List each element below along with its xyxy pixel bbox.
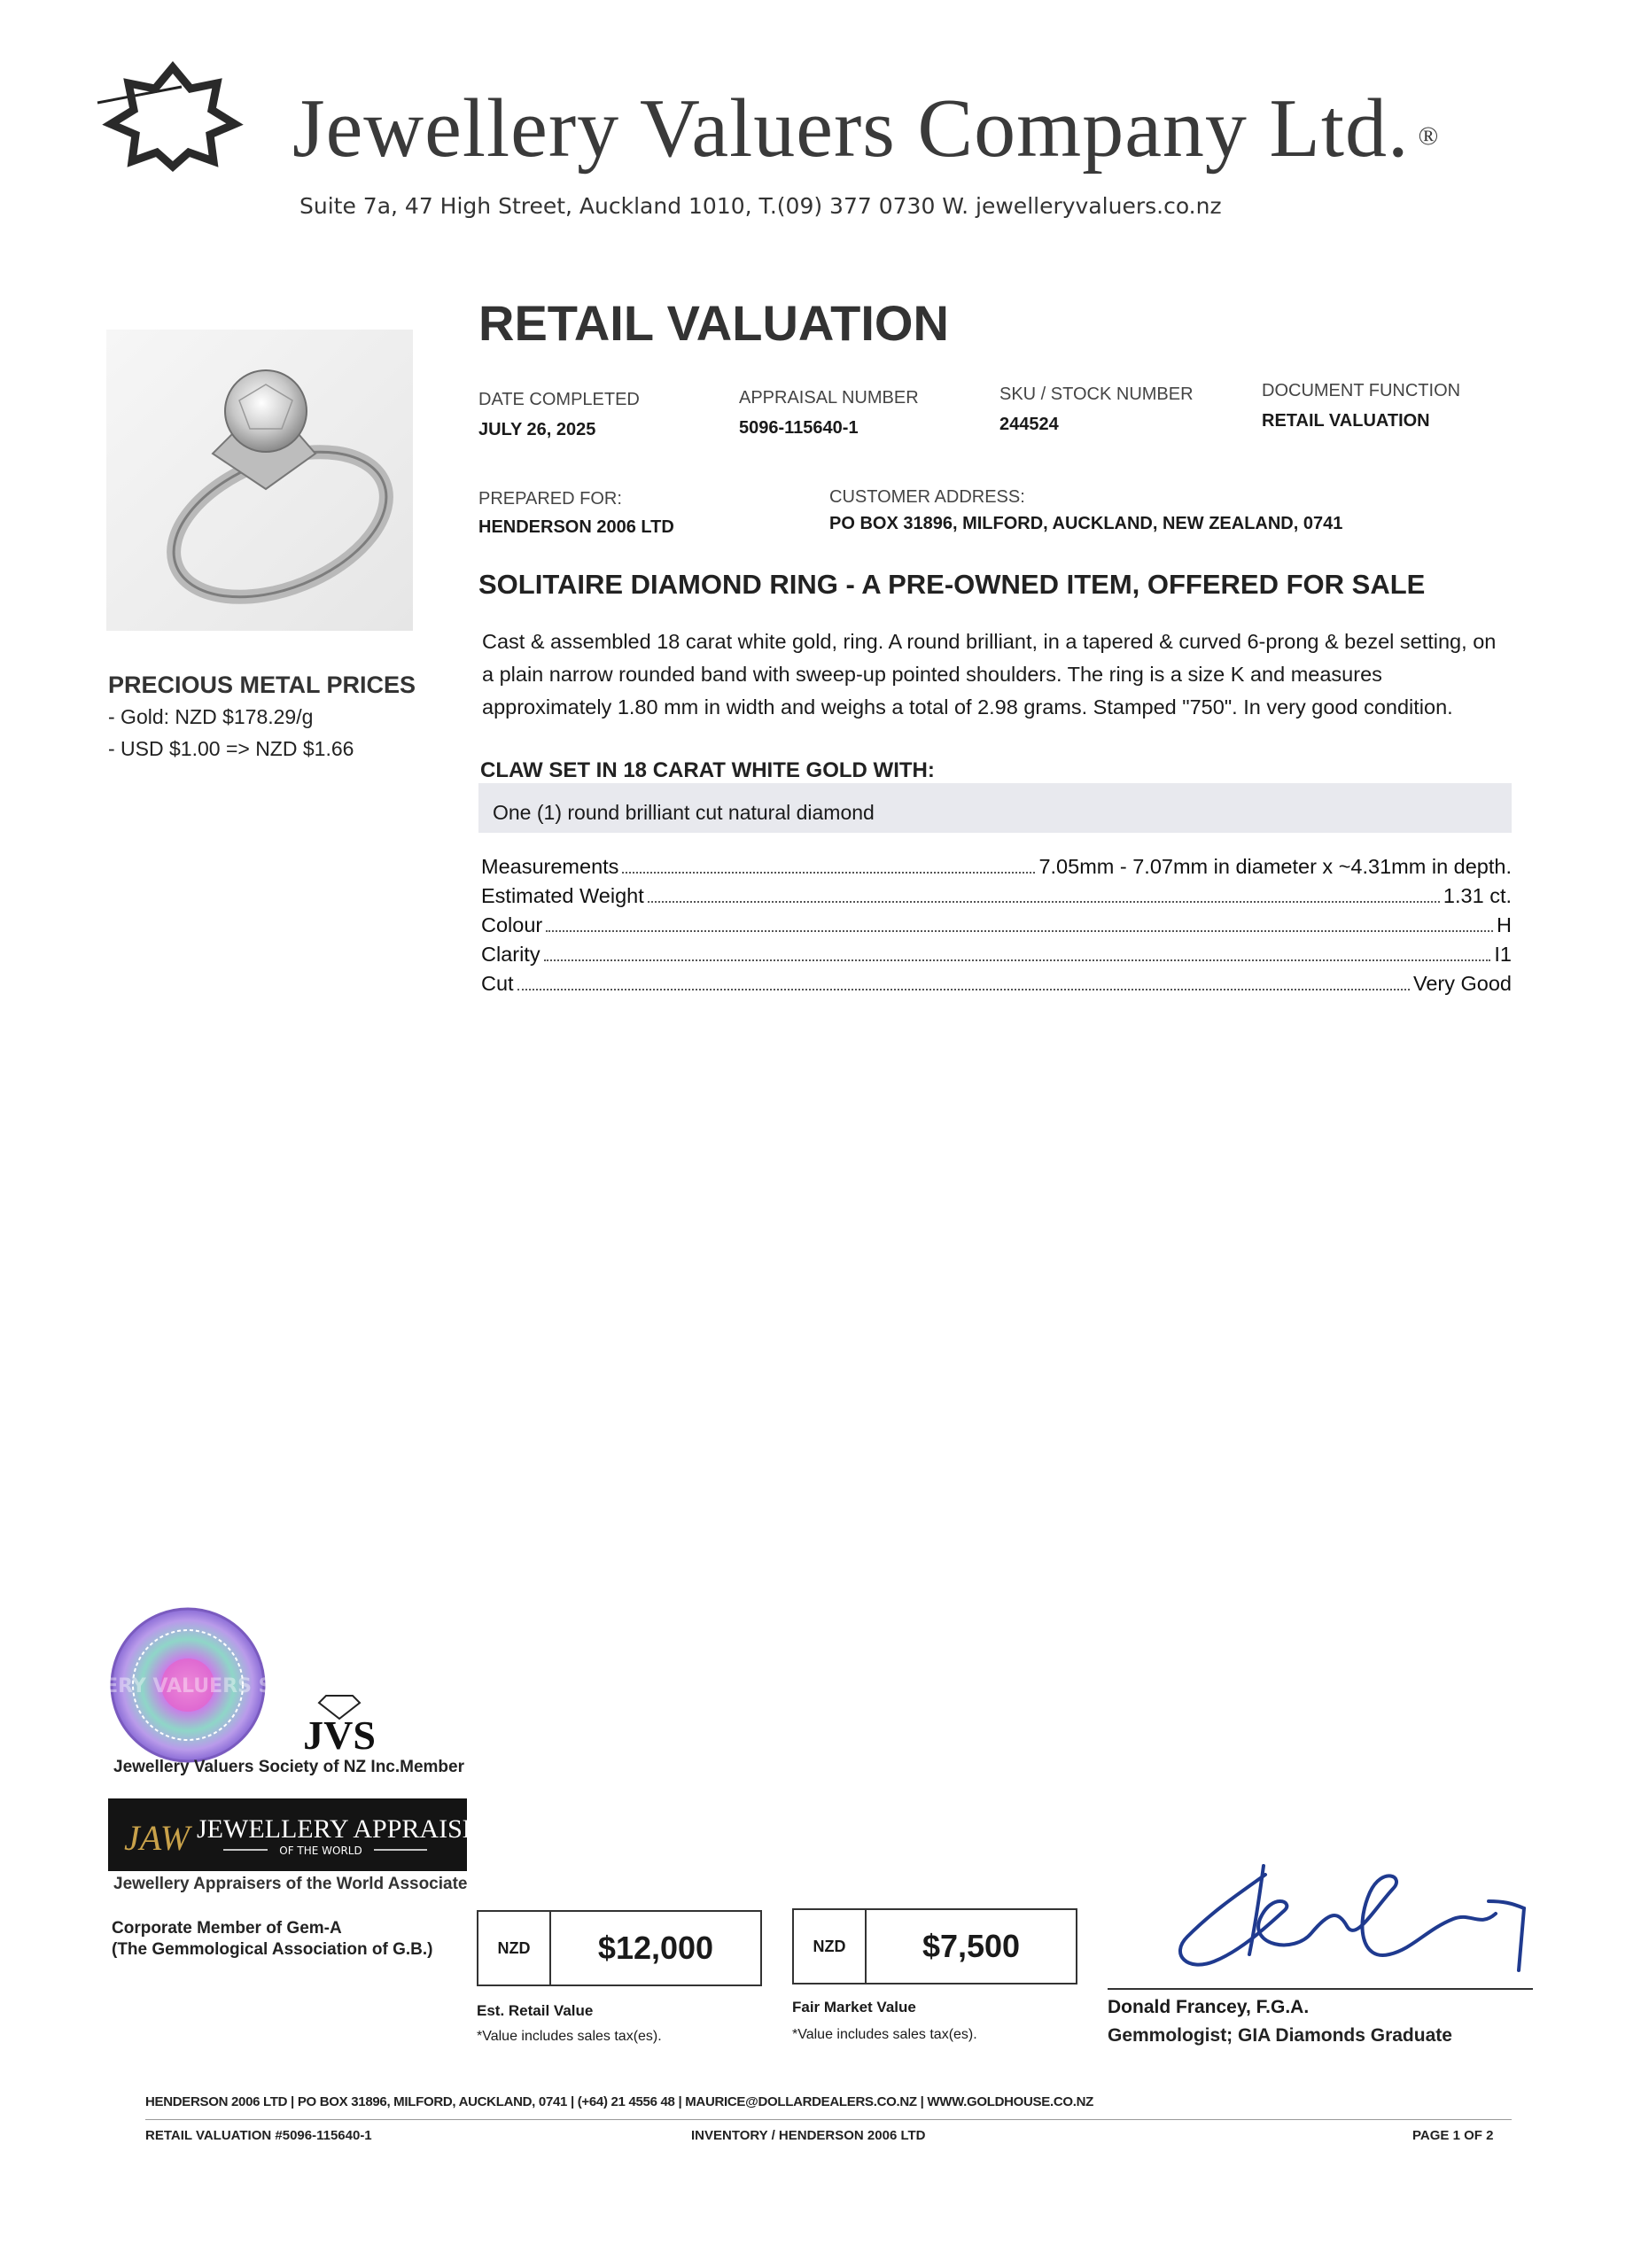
footer-contact: HENDERSON 2006 LTD | PO BOX 31896, MILFORD, AUCKLAND, 0741 | (+64) 21 4556 48 | MAURICE@DOLLARDEALERS.CO.NZ | WWW.GOLDHOUSE.CO.NZ (145, 2094, 1093, 2109)
retail-value-label: Est. Retail Value (477, 2002, 594, 2019)
spec-label: Estimated Weight (481, 884, 644, 907)
jaw-logo-sub: OF THE WORLD (279, 1845, 362, 1857)
signature-line (1108, 1988, 1533, 1990)
fair-market-value-note: *Value includes sales tax(es). (792, 2027, 977, 2042)
usd-rate: - USD $1.00 => NZD $1.66 (108, 737, 354, 760)
date-completed-value: JULY 26, 2025 (478, 420, 596, 439)
footer-document-ref: RETAIL VALUATION #5096-115640-1 (145, 2128, 372, 2143)
jvs-logo-text: JVS (303, 1713, 376, 1758)
footer-inventory: INVENTORY / HENDERSON 2006 LTD (691, 2128, 926, 2143)
customer-address-label: CUSTOMER ADDRESS: (829, 487, 1025, 507)
retail-value-box (477, 1910, 762, 1986)
retail-value-note: *Value includes sales tax(es). (477, 2029, 662, 2044)
retail-currency: NZD (478, 1912, 551, 1984)
document-title: RETAIL VALUATION (478, 295, 949, 351)
setting-title: CLAW SET IN 18 CARAT WHITE GOLD WITH: (480, 758, 935, 782)
spec-row-clarity (481, 938, 1512, 967)
spec-value: H (1497, 913, 1512, 936)
retail-amount: $12,000 (597, 1930, 714, 1966)
spec-row-colour (481, 909, 1512, 937)
date-completed-label: DATE COMPLETED (478, 390, 640, 409)
spec-label: Clarity (481, 943, 541, 966)
item-title: SOLITAIRE DIAMOND RING - A PRE-OWNED ITEM, OFFERED FOR SALE (478, 569, 1426, 600)
registered-mark: ® (1418, 121, 1440, 151)
jaw-logo-icon (108, 1798, 511, 1871)
gem-a-membership: Corporate Member of Gem-A (112, 1919, 342, 1938)
gem-a-association: (The Gemmological Association of G.B.) (112, 1940, 433, 1959)
jvs-logo-icon (282, 1692, 397, 1758)
fair-market-value-box (792, 1908, 1077, 1984)
sku-value: 244524 (999, 415, 1059, 434)
fair-market-currency: NZD (794, 1910, 867, 1983)
spec-value: Very Good (1412, 972, 1512, 995)
fair-market-amount: $7,500 (922, 1928, 1021, 1964)
spec-row-cut (481, 967, 1512, 996)
spec-row-measurements (481, 850, 1512, 879)
jvs-caption: Jewellery Valuers Society of NZ Inc.Member (113, 1758, 464, 1776)
jaw-caption: Jewellery Appraisers of the World Associate (113, 1875, 468, 1893)
spec-row-estimated-weight (481, 880, 1512, 908)
footer-divider (145, 2119, 1512, 2120)
company-logo-icon (93, 60, 253, 167)
signatory-title: Gemmologist; GIA Diamonds Graduate (1108, 2025, 1452, 2046)
spec-label: Colour (481, 913, 543, 936)
jaw-logo-mark: JAW (124, 1818, 191, 1858)
company-name: Jewellery Valuers Company Ltd. ® (292, 82, 1440, 175)
spec-label: Measurements (481, 855, 619, 878)
prepared-for-value: HENDERSON 2006 LTD (478, 517, 674, 537)
spec-label: Cut (481, 972, 514, 995)
sku-label: SKU / STOCK NUMBER (999, 384, 1194, 404)
spec-value: I1 (1494, 943, 1512, 966)
spec-value: 1.31 ct. (1443, 884, 1512, 907)
appraisal-number-label: APPRAISAL NUMBER (739, 388, 919, 408)
metal-prices-title: PRECIOUS METAL PRICES (108, 672, 416, 698)
gold-price: - Gold: NZD $178.29/g (108, 705, 314, 728)
jaw-logo-text: JEWELLERY APPRAISERS (197, 1814, 511, 1844)
spec-value: 7.05mm - 7.07mm in diameter x ~4.31mm in depth. (1038, 855, 1512, 878)
appraisal-number-value: 5096-115640-1 (739, 418, 859, 438)
item-description: Cast & assembled 18 carat white gold, ring. A round brilliant, in a tapered & curved 6-prong & bezel setting, on a plain narrow rounded band with sweep-up pointed shoulders. The ring is a size K and measures approximately 1.80 mm in width and weighs a total of 2.98 grams. Stamped "750". In very good condition. (482, 630, 1497, 718)
footer-page-number: PAGE 1 OF 2 (1412, 2128, 1494, 2143)
document-function-value: RETAIL VALUATION (1262, 411, 1430, 431)
signature-icon (1161, 1857, 1542, 1990)
prepared-for-label: PREPARED FOR: (478, 489, 622, 509)
company-address: Suite 7a, 47 High Street, Auckland 1010, T.(09) 377 0730 W. jewelleryvaluers.co.nz (299, 193, 1222, 219)
stone-description: One (1) round brilliant cut natural diamond (493, 801, 875, 824)
document-function-label: DOCUMENT FUNCTION (1262, 381, 1461, 400)
ring-photo (106, 330, 413, 631)
seal-text: JEWELLERY VALUERS SOCIETY (24, 1675, 352, 1697)
customer-address-value: PO BOX 31896, MILFORD, AUCKLAND, NEW ZEALAND, 0741 (829, 514, 1343, 533)
signatory-name: Donald Francey, F.G.A. (1108, 1997, 1310, 2017)
fair-market-value-label: Fair Market Value (792, 1999, 916, 2016)
